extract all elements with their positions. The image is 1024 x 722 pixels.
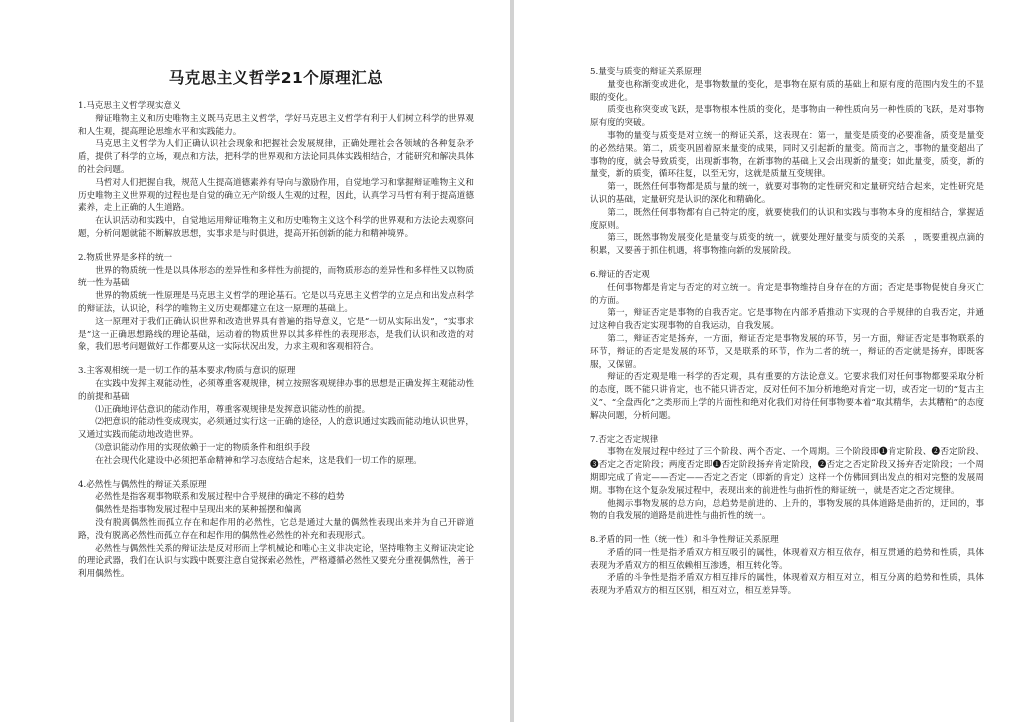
section: [590, 269, 984, 423]
paragraph: 世界的物质统一性原理是马克思主义哲学的理论基石。它是以马克思主义哲学的立足点和出发点科学的辩证法，认识论，科学的唯物主义历史观都建立在这一原理的基础上。: [78, 291, 474, 314]
paragraph: 矛盾的斗争性是指矛盾双方相互排斥的属性，体现着双方相互对立，相互分离的趋势和性质，具体表现为矛盾双方的相互区别，相互对立，相互差异等。: [590, 573, 984, 597]
paragraph: ⑴正确地评估意识的能动作用，尊重客观规律是发挥意识能动性的前提。: [95, 404, 371, 415]
paragraph: 必然性是指客观事物联系和发展过程中合乎规律的确定不移的趋势: [95, 492, 345, 503]
paragraph: ⑵把意识的能动性变成现实，必须通过实行这一正确的途径，人的意识通过实践而能动地认识世界，又通过实践而能动地改造世界。: [78, 417, 474, 441]
paragraph: 第一，辩证否定是事物的自我否定。它是事物在内部矛盾推动下实现的合乎规律的自我否定，并通过这种自我否定实现事物的自我运动，自我发展。: [590, 308, 984, 332]
section: [590, 434, 984, 524]
paragraph: 在社会现代化建设中必须把革命精神和学习态度结合起来，这是我们一切工作的原理。: [95, 455, 422, 466]
section-heading: 3.主客观相统一是一切工作的基本要求/物质与意识的原理: [78, 366, 296, 377]
section-heading: 1.马克思主义哲学现实意义: [78, 101, 181, 111]
section: [78, 365, 474, 467]
paragraph: 矛盾的同一性是指矛盾双方相互吸引的属性，体现着双方相互依存，相互贯通的趋势和性质，具体表现为矛盾双方的相互依赖相互渗透，相互转化等。: [590, 547, 984, 571]
paragraph: 这一原理对于我们正确认识世界和改造世界具有普遍的指导意义，它是“一切从实际出发”，“实事求是”这一正确思想路线的理论基础，运动着的物质世界以其多样性的表现形态，是我们认识和改造的对象，我们思考问题做好工作都要从这一实际状况出发，力求主观和客观相符合。: [78, 316, 474, 353]
right-page: [514, 0, 1024, 722]
left-sections: [78, 100, 474, 581]
paragraph: 第一，既然任何事物都是质与量的统一，就要对事物的定性研究和定量研究结合起来，定性研究是认识的基础，定量研究是认识的深化和精确化。: [590, 182, 984, 205]
paragraph: 任何事物都是肯定与否定的对立统一。肯定是事物维持自身存在的方面；否定是事物促使自身灭亡的方面。: [590, 282, 984, 306]
section: [590, 66, 984, 258]
section: [78, 100, 474, 241]
paragraph: 马哲对人们把握自我，规范人生提高道德素养有导向与激励作用，自觉地学习和掌握辩证唯物主义和历史唯物主义世界观的过程也是自觉的确立无产阶级人生观的过程，因此，认真学习马哲有利于提高道德素养，走上正确的人生道路。: [78, 177, 474, 214]
paragraph: ⑶意识能动作用的实现依赖于一定的物质条件和组织手段: [95, 442, 311, 453]
paragraph: 第三，既然事物发展变化是量变与质变的统一，就要处理好量变与质变的关系 ，既要重视点滴的积累，又要善于抓住机遇，将事物推向新的发展阶段。: [590, 233, 984, 257]
paragraph: 事物在发展过程中经过了三个阶段、两个否定、一个周期。三个阶段即❶肯定阶段、❷否定阶段、❸否定之否定阶段；两度否定即❶否定阶段扬弃肯定阶段，❷否定之否定阶段又扬弃否定阶段；一个周期即完成了肯定——否定——否定之否定（即新的肯定）这样一个仿佛回到出发点的相对完整的发展周期。事物在这个复杂发展过程中，表现出来的前进性与曲折性的辩证统一，就是否定之否定规律。: [590, 447, 984, 496]
section-heading: 7.否定之否定规律: [590, 434, 659, 445]
paragraph: 事物的量变与质变是对立统一的辩证关系，这表现在：第一，量变是质变的必要准备，质变是量变的必然结果。第二，质变巩固着原来量变的成果，同时又引起新的量变。简而言之，事物的量变超出了事物的度，就会导致质变，出现新事物，在新事物的基础上又会出现新的量变；如此量变，质变，新的量变，新的质变，循环往复，以至无穷，这就是质量互变规律。: [590, 130, 984, 180]
paragraph: 偶然性是指事物发展过程中呈现出来的某种摇摆和偏离: [95, 505, 302, 516]
section-heading: 6.辩证的否定观: [590, 269, 650, 280]
section: [78, 252, 474, 354]
paragraph: 在实践中发挥主观能动性，必须尊重客观规律，树立按照客观规律办事的思想是正确发挥主观能动性的前提和基础: [78, 378, 474, 402]
section: [78, 479, 474, 581]
section-heading: 8.矛盾的同一性（统一性）和斗争性辩证关系原理: [590, 535, 779, 546]
section-heading: 2.物质世界是多样的统一: [78, 252, 173, 263]
paragraph: 他揭示事物发展的总方向，总趋势是前进的、上升的，事物发展的具体道路是曲折的，迂回的，事物的自我发展的道路是前进性与曲折性的统一。: [590, 498, 984, 522]
left-page: [0, 0, 510, 722]
paragraph: 第二，辩证否定是扬弃，一方面，辩证否定是事物发展的环节，另一方面，辩证否定是事物联系的环节，辩证的否定是发展的环节，又是联系的环节，作为二者的统一，辩证的否定就是扬弃，即既客服，又保留。: [590, 333, 984, 370]
paragraph: 没有脱离偶然性而孤立存在和起作用的必然性，它总是通过大量的偶然性表现出来并为自己开辟道路，没有脱离必然性而孤立存在和起作用的偶然性必然性的补充和表现形式。: [78, 517, 474, 541]
paragraph: 必然性与偶然性关系的辩证法是反对形而上学机械论和唯心主义非决定论，坚持唯物主义辩证决定论的理论武器，我们在认识与实践中既要注意自觉探索必然性，严格遵循必然性又要充分重视偶然性，善于利用偶然性。: [78, 543, 474, 580]
paragraph: 第二，既然任何事物都有自己特定的度，就要使我们的认识和实践与事物本身的度相结合，掌握适度原则。: [590, 207, 984, 231]
paragraph: 世界的物质统一性是以具体形态的差异性和多样性为前提的，而物质形态的差异性和多样性又以物质统一性为基础: [78, 265, 474, 289]
paragraph: 质变也称突变或飞跃，是事物根本性质的变化，是事物由一种性质向另一种性质的飞跃，是对事物原有度的突破。: [590, 105, 984, 129]
section-heading: 5.量变与质变的辩证关系原理: [590, 67, 702, 77]
paragraph: 在认识活动和实践中，自觉地运用辩证唯物主义和历史唯物主义这个科学的世界观和方法论去观察问题，分析问题就能不断解放思想，实事求是与时俱进，提高开拓创新的能力和精神境界。: [78, 216, 474, 239]
paragraph: 马克思主义哲学为人们正确认识社会现象和把握社会发展规律，正确处理社会各领域的各种复杂矛盾，提供了科学的立场，观点和方法，把科学的世界观和方法论同具体实践相结合，才能研究和解决具体的社会问题。: [78, 139, 474, 175]
paragraph: 量变也称渐变或进化，是事物数量的变化，是事物在原有质的基础上和原有度的范围内发生的不显眼的变化。: [590, 79, 984, 103]
document-title: 马克思主义哲学21个原理汇总: [168, 69, 384, 87]
right-sections: [590, 66, 984, 598]
paragraph: 辩证唯物主义和历史唯物主义既马克思主义哲学，学好马克思主义哲学有利于人们树立科学的世界观和人生观，提高理论思维水平和实践能力。: [78, 113, 474, 137]
section: [590, 534, 984, 598]
section-heading: 4.必然性与偶然性的辩证关系原理: [78, 479, 207, 490]
paragraph: 辩证的否定观是唯一科学的否定观，具有重要的方法论意义。它要求我们对任何事物都要采取分析的态度，既不能只讲肯定，也不能只讲否定，反对任何不加分析地绝对肯定一切，或否定一切的“复古主义”、“全盘西化”之类形而上学的片面性和绝对化我们对待任何事物要本着“取其精华，去其糟粕”的态度解决问题，分析问题。: [590, 372, 984, 421]
